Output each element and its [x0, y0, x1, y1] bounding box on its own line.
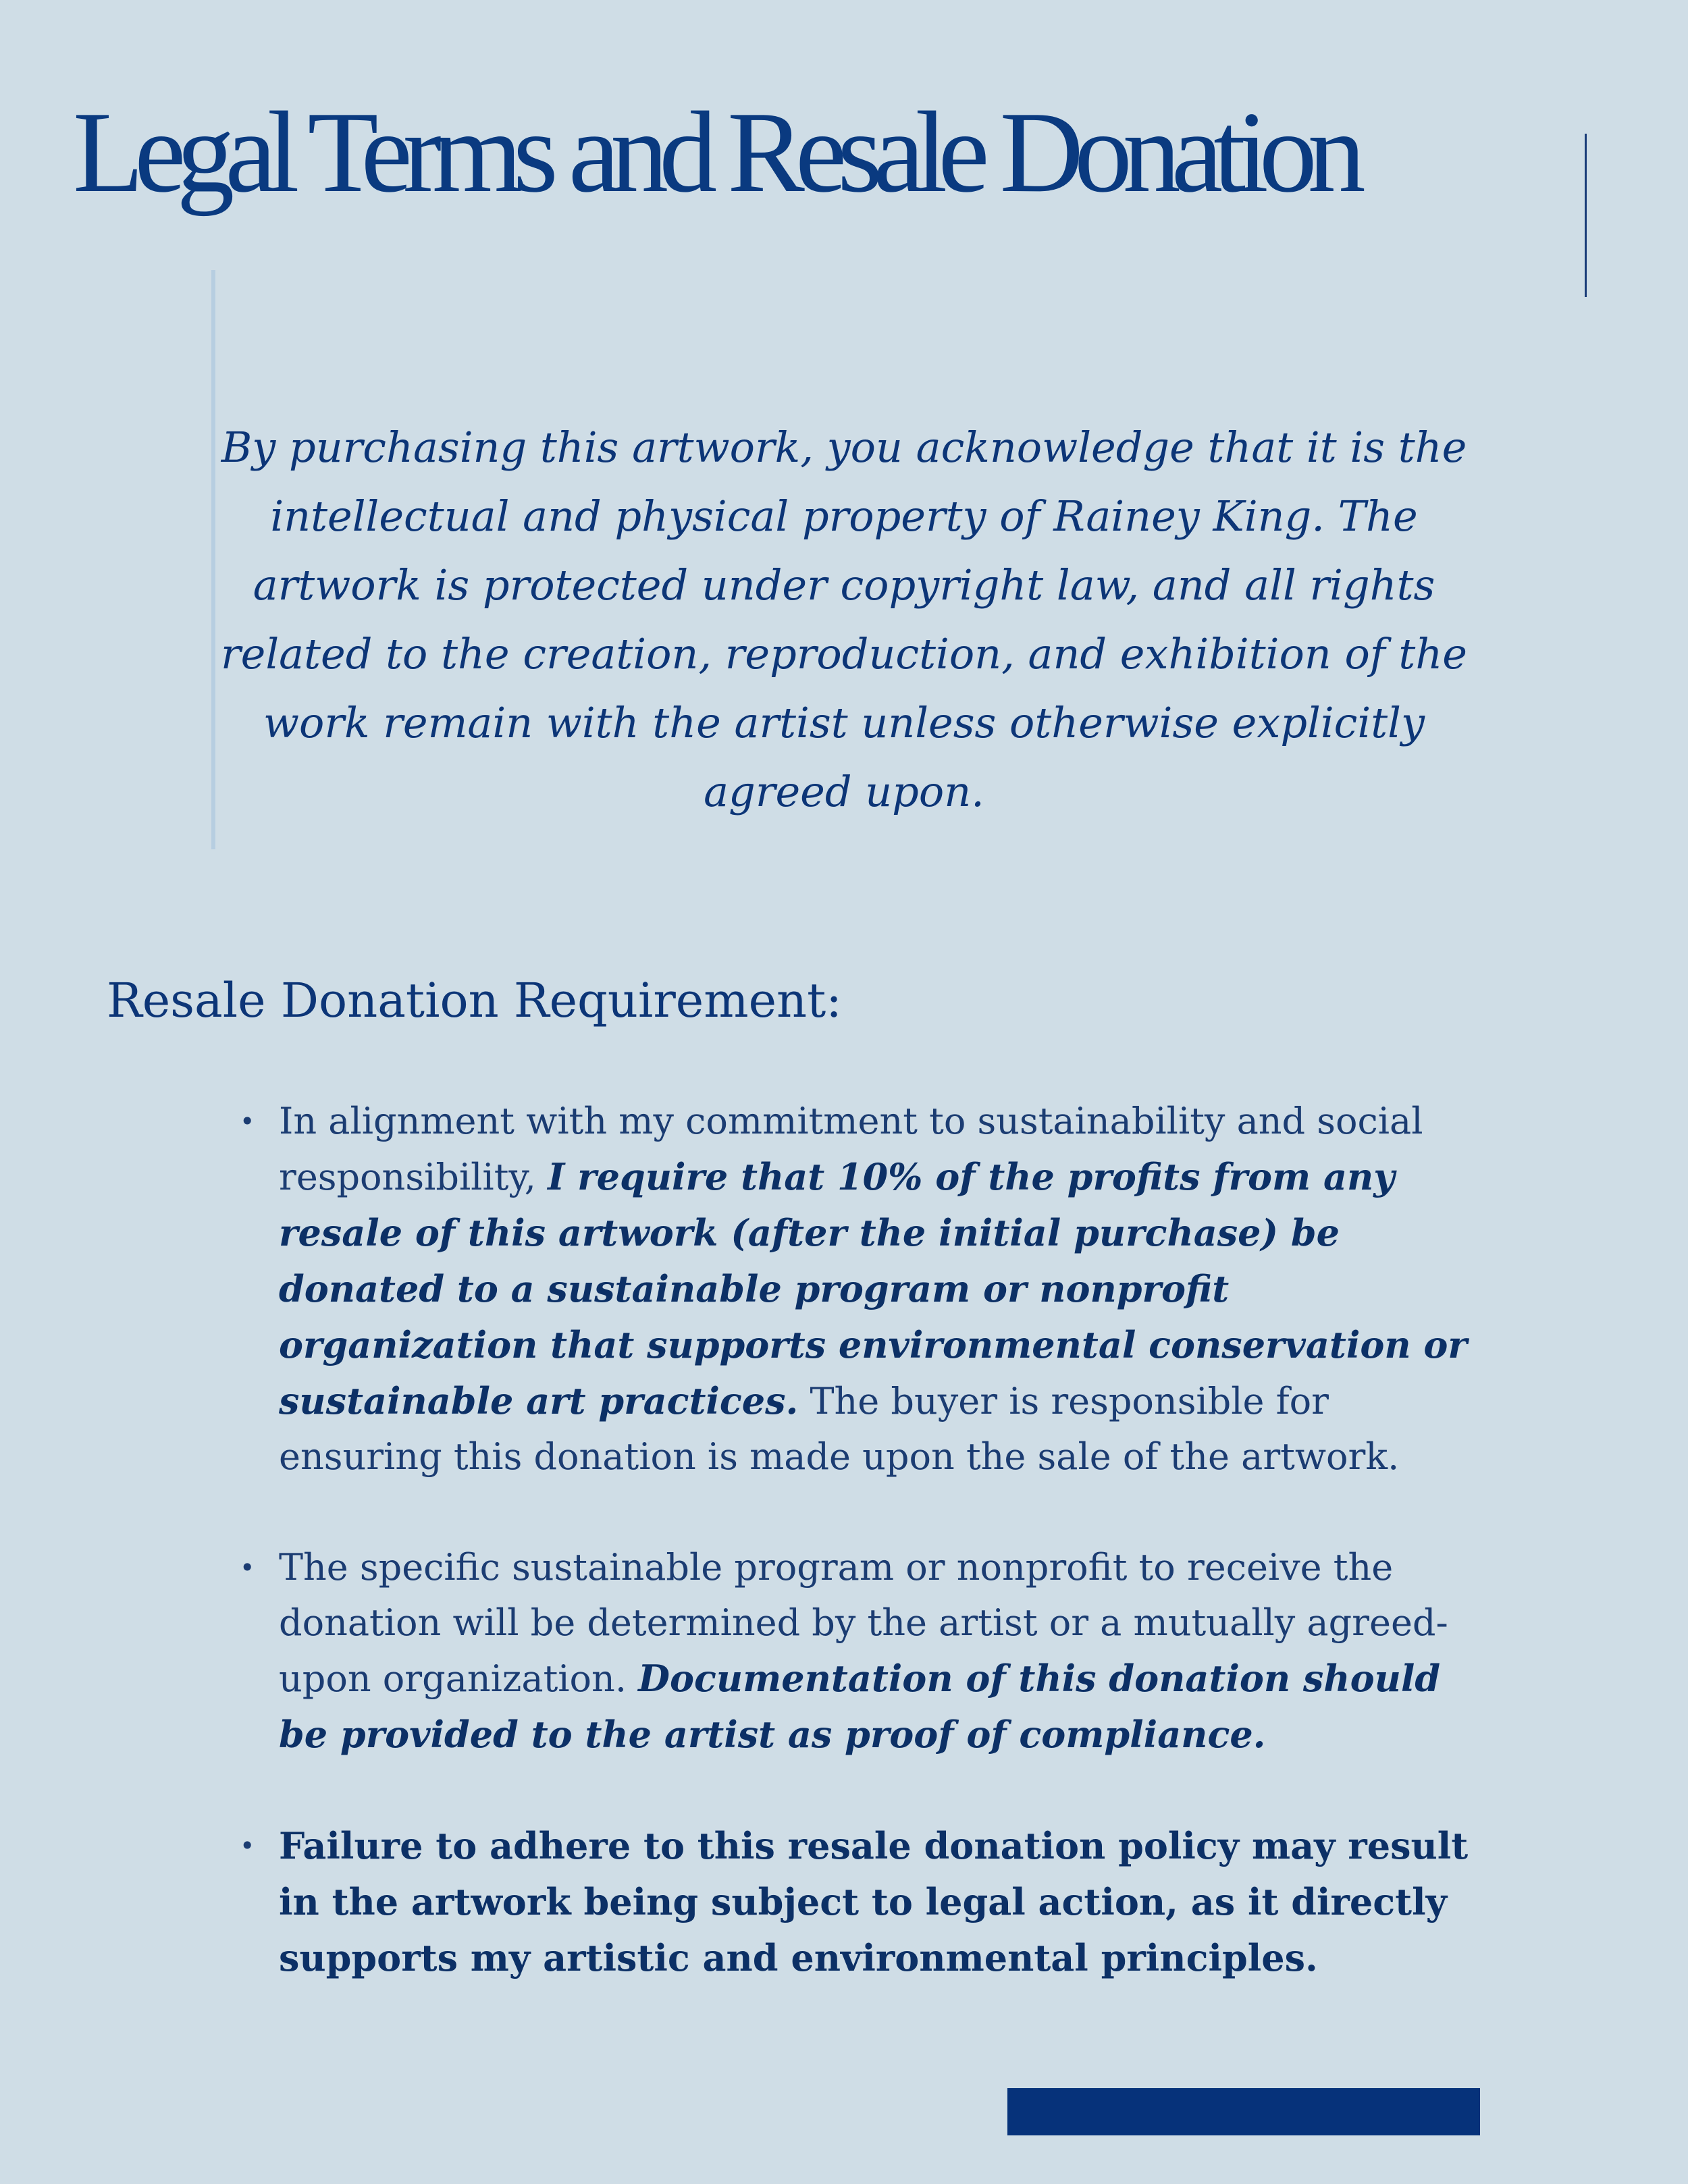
bullet-icon: • [240, 1553, 255, 1582]
intro-paragraph: By purchasing this artwork, you acknowledge that it is the intellectual and physical property of Rainey King. The artwork is protected under copyright law, and all rights related to the creation, reproduction, and exhibition of the work remain with the artist unless otherwise explicitly agreed upon. [221, 423, 1467, 816]
bullet-icon: • [240, 1831, 255, 1861]
quote-accent-rule [211, 270, 215, 849]
footer-accent-bar [1007, 2088, 1480, 2135]
bullet-icon: • [240, 1107, 255, 1136]
item-tail-text: The buyer is responsible for ensuring this donation is made upon the sale of the artwork. [279, 1380, 1400, 1478]
item-lead-text: The specific sustainable program or nonprofit to receive the donation will be determined by the artist or a mutually agreed-upon organization. [279, 1546, 1448, 1700]
list-item [240, 1540, 1475, 1763]
page-title: Legal Terms and Resale Donation [73, 88, 1356, 217]
item-emphasis-text: Documentation of this donation should be provided to the artist as proof of compliance. [279, 1657, 1441, 1756]
item-bold-text: Failure to adhere to this resale donation policy may result in the artwork being subject to legal action, as it directly supports my artistic and environmental principles. [279, 1824, 1469, 1979]
section-heading: Resale Donation Requirement: [107, 973, 842, 1028]
list-item [240, 1094, 1475, 1485]
item-emphasis-text: I require that 10% of the profits from any resale of this artwork (after the initial purchase) be donated to a sustainable program or nonprofit organization that supports environmental conservation or sustainable art practices. [279, 1155, 1467, 1422]
requirement-list [240, 1094, 1475, 2042]
item-lead-text: In alignment with my commitment to sustainability and social responsibility, [279, 1100, 1423, 1198]
list-item [240, 1818, 1475, 1986]
vertical-divider [1585, 134, 1587, 297]
